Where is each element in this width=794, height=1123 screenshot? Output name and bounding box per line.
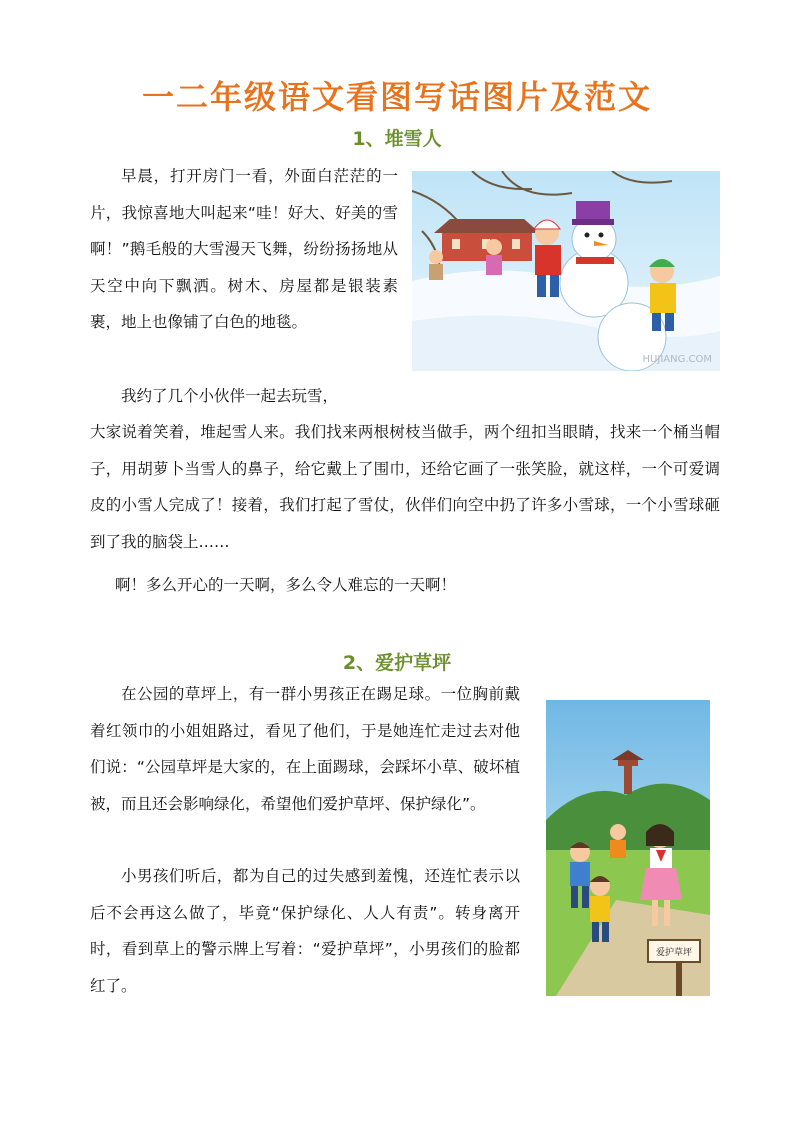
section2-paragraph-2: 小男孩们听后，都为自己的过失感到羞愧，还连忙表示以后不会再这么做了，毕竟“保护绿化、人人有责”。转身离开时，看到草上的警示牌上写着：“爱护草坪”，小男孩们的脸都红了。 bbox=[90, 867, 520, 995]
section1-paragraph-4: 啊！多么开心的一天啊，多么令人难忘的一天啊！ bbox=[115, 576, 457, 594]
section1-heading: 1、堆雪人 bbox=[352, 128, 442, 150]
page-title: 一二年级语文看图写话图片及范文 bbox=[141, 78, 652, 116]
section1-paragraph-1: 早晨，打开房门一看，外面白茫茫的一片，我惊喜地大叫起来“哇！好大、好美的雪啊！”鹅毛般的大雪漫天飞舞，纷纷扬扬地从天空中向下飘洒。树木、房屋都是银装素裹，地上也像铺了白色的地毯。 bbox=[90, 167, 398, 331]
lawn-illustration bbox=[546, 700, 710, 996]
lawn-sign-text: 爱护草坪 bbox=[655, 948, 693, 958]
section2-paragraph-1: 在公园的草坪上，有一群小男孩正在踢足球。一位胸前戴着红领巾的小姐姐路过，看见了他们，于是她连忙走过去对他们说：“公园草坪是大家的，在上面踢球，会踩坏小草、破坏植被，而且还会影响绿化，希望他们爱护草坪、保护绿化”。 bbox=[90, 685, 520, 813]
snowman-illustration bbox=[412, 171, 720, 371]
section1-paragraph-2: 我约了几个小伙伴一起去玩雪， bbox=[121, 387, 339, 405]
section2-heading: 2、爱护草坪 bbox=[342, 652, 452, 674]
section1-paragraph-3: 大家说着笑着，堆起雪人来。我们找来两根树枝当做手，两个纽扣当眼睛，找来一个桶当帽子，用胡萝卜当雪人的鼻子，给它戴上了围巾，还给它画了一张笑脸，就这样，一个可爱调皮的小雪人完成了！接着，我们打起了雪仗，伙伴们向空中扔了许多小雪球，一个小雪球砸到了我的脑袋上…… bbox=[90, 423, 720, 551]
watermark-text: HUJIANG.COM bbox=[642, 354, 712, 365]
